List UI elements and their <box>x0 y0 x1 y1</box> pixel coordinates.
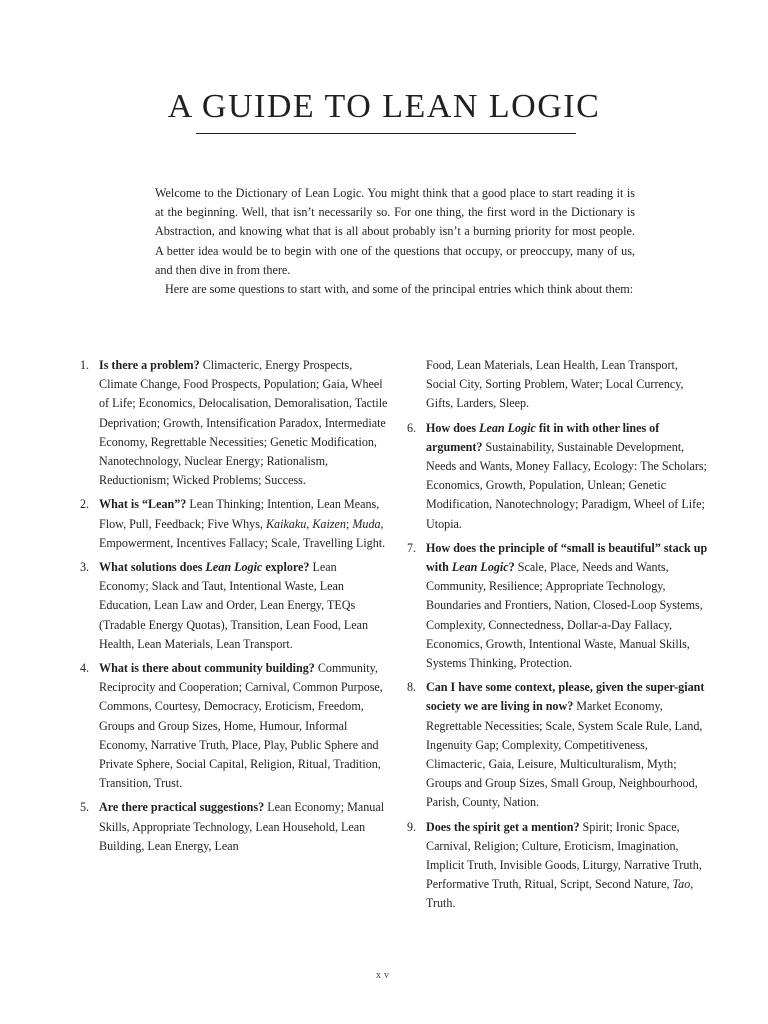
question-text: Are there practical suggestions? <box>99 800 265 815</box>
question-item <box>407 539 709 673</box>
entries-italic: Muda <box>352 516 381 531</box>
question-item <box>80 798 388 856</box>
question-item <box>80 356 388 490</box>
question-entries: Community, Reciprocity and Cooperation; Carnival, Common Purpose, Commons, Courtesy, Democracy, Eroticism, Freedom, Groups and Group Sizes, Home, Humour, Informal Economy, Narrative Truth, Place, Play, Public Sphere and Private Sphere, Social Capital, Religion, Ritual, Tradition, Transition, Trust. <box>99 661 383 791</box>
question-item-continued <box>407 356 709 414</box>
question-item <box>80 558 388 654</box>
page-title: A GUIDE TO LEAN LOGIC <box>167 88 601 125</box>
question-number: 6. <box>407 420 417 435</box>
question-text <box>99 560 312 574</box>
question-number: 4. <box>80 661 90 676</box>
question-number: 5. <box>80 800 90 815</box>
question-number: 3. <box>80 560 90 575</box>
question-text-part: fit in with other lines of argument? <box>426 420 660 454</box>
question-text-part: What solutions does <box>99 560 206 575</box>
entries-text: , <box>306 516 313 531</box>
question-entries: Scale, Place, Needs and Wants, Community, Resilience; Appropriate Technology, Boundaries and Frontiers, Nation, Closed-Loop Systems, Complexity, Connectedness, Dollar-a-Day Fallacy, Economics, Growth, Intentional Waste, Manual Skills, Systems Thinking, Protection. <box>426 560 703 671</box>
question-entries: Lean Economy; Manual Skills, Appropriate Technology, Lean Household, Lean Building, Lean Energy, Lean <box>99 800 385 853</box>
question-text-part: ? <box>508 560 515 575</box>
question-number: 7. <box>407 540 417 555</box>
question-text: Can I have some context, please, given the super-giant society we are living in now? <box>426 680 705 714</box>
question-entries: Market Economy, Regrettable Necessities; Scale, System Scale Rule, Land, Ingenuity Gap; Complexity, Competitiveness, Climacteric, Gaia, Leisure, Multiculturalism, Myth; Groups and Group Sizes, Small Group, Neighbourhood, Parish, County, Nation. <box>426 699 703 810</box>
question-entries: Food, Lean Materials, Lean Health, Lean Transport, Social City, Sorting Problem, Water; Local Currency, Gifts, Larders, Sleep. <box>426 358 684 411</box>
question-text-part: explore? <box>262 560 310 575</box>
questions-column-right <box>407 356 709 919</box>
question-text: Is there a problem? <box>99 358 200 372</box>
questions-column-left <box>80 356 388 861</box>
page-number: xv <box>376 970 392 981</box>
question-number: 8. <box>407 680 417 695</box>
entries-text: Lean Thinking; Intention, Lean Means, Flow, Pull, Feedback; Five Whys, <box>99 497 380 531</box>
question-number: 9. <box>407 819 417 834</box>
question-text-part: How does the principle of “small is beautiful” stack up with <box>426 540 708 575</box>
question-text: What is “Lean”? <box>99 497 187 512</box>
entries-text: , Empowerment, Incentives Fallacy; Scale, Travelling Light. <box>99 516 386 550</box>
entries-text: , Truth. <box>426 877 694 911</box>
intro-paragraph: Welcome to the Dictionary of Lean Logic. You might think that a good place to start reading it is at the beginning. Well, that isn’t necessarily so. For one thing, the first word in the Dictionary is Abstraction, and knowing what that is all about probably isn’t a burning priority for most people. A better idea would be to begin with one of the questions that occupy, or preoccupy, many of us, and then dive in from there. <box>155 186 635 277</box>
entries-text: Spirit; Ironic Space, Carnival, Religion; Culture, Eroticism, Imagination, Implicit Truth, Invisible Goods, Liturgy, Narrative Truth, Performative Truth, Ritual, Script, Second Nature, <box>426 819 702 892</box>
question-item <box>407 419 709 534</box>
intro-text <box>155 184 635 299</box>
question-entries: Sustainability, Sustainable Development, Needs and Wants, Money Fallacy, Ecology: The Scholars; Economics, Growth, Population, Unlean; Genetic Modification, Nanotechnology; Paradigm, Wheel of Life; Utopia. <box>426 439 707 531</box>
question-text: What is there about community building? <box>99 661 315 676</box>
entries-italic: Tao <box>672 877 691 892</box>
question-entries: Climacteric, Energy Prospects, Climate Change, Food Prospects, Population; Gaia, Wheel of Life; Economics, Delocalisation, Demoralisation, Tactile Deprivation; Growth, Intensification Paradox, Intermediate Economy, Regrettable Necessities; Genetic Modification, Nanotechnology, Nuclear Energy; Rationalism, Reductionism; Wicked Problems; Success. <box>99 358 388 488</box>
question-text-italic: Lean Logic <box>479 420 536 435</box>
question-text-italic: Lean Logic <box>205 560 263 575</box>
question-item <box>407 818 709 914</box>
question-entries: Lean Economy; Slack and Taut, Intentional Waste, Lean Education, Lean Law and Order, Lean Energy, TEQs (Tradable Energy Quotas), Transition, Lean Food, Lean Health, Lean Materials, Lean Transport. <box>99 560 369 651</box>
intro-paragraph: Here are some questions to start with, and some of the principal entries which think about them: <box>165 282 634 297</box>
question-text: Does the spirit get a mention? <box>426 819 580 834</box>
question-number: 2. <box>80 497 90 512</box>
question-text-part: How does <box>426 420 480 435</box>
entries-text: ; <box>345 516 353 531</box>
question-item <box>80 659 388 793</box>
question-text-italic: Lean Logic <box>451 560 509 575</box>
entries-italic: Kaikaku <box>265 516 307 531</box>
question-number: 1. <box>80 358 90 372</box>
question-item <box>80 495 388 553</box>
question-item <box>407 678 709 812</box>
title-rule <box>196 133 576 134</box>
entries-italic: Kaizen <box>312 516 346 531</box>
